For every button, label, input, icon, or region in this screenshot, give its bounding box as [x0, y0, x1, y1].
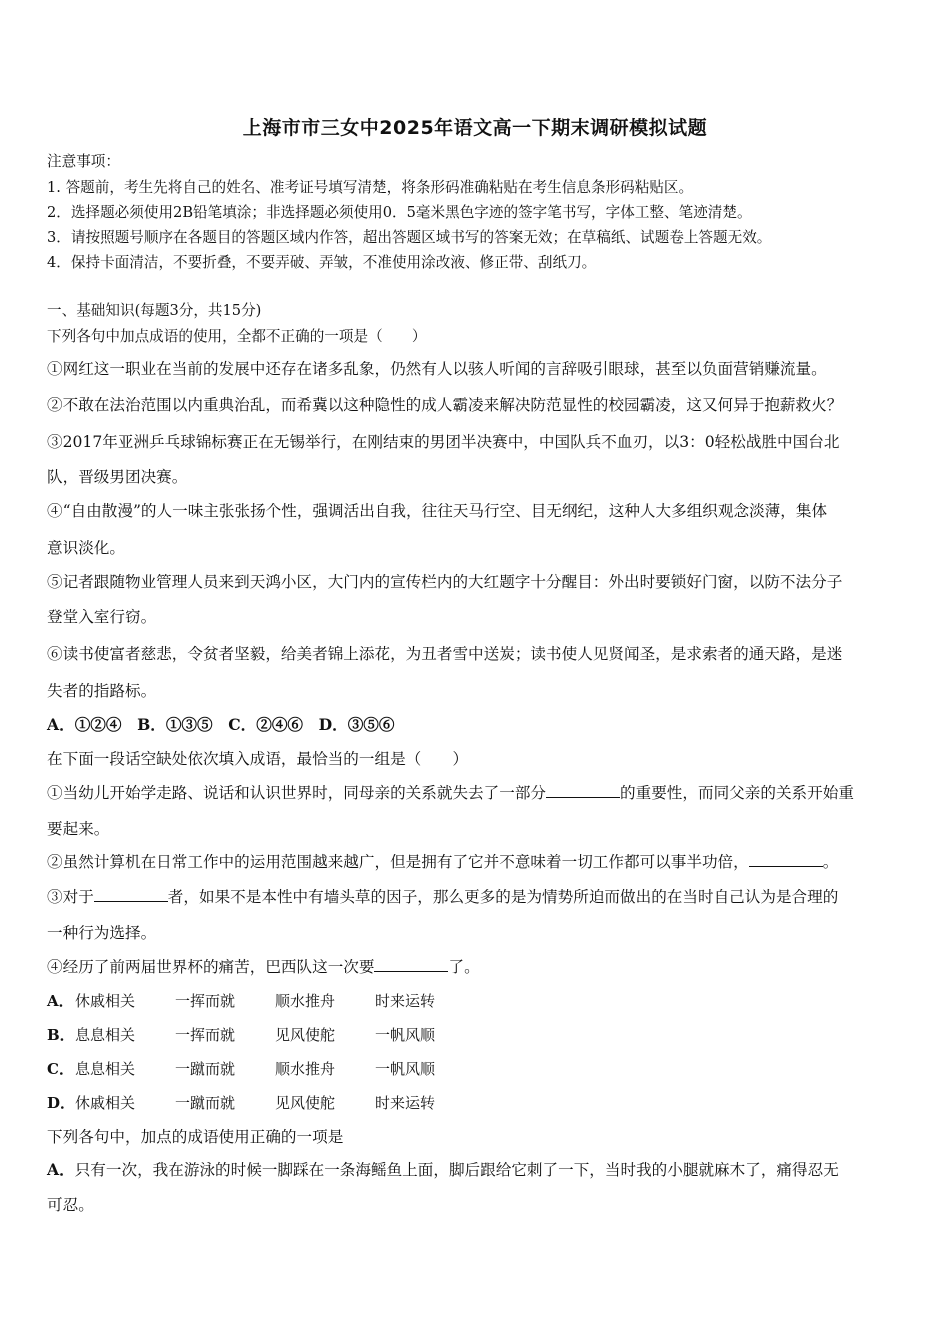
choice-item: 休戚相关	[75, 1094, 136, 1112]
q2-line-1	[47, 783, 917, 803]
q2-line-1-cont: 要起来。	[47, 820, 110, 838]
q2-blank-1	[546, 783, 620, 798]
q2-choice-b	[47, 1024, 475, 1045]
q2-choice-a	[47, 990, 475, 1011]
q2-blank-3	[94, 887, 168, 902]
choice-item: 一蹴而就	[175, 1094, 236, 1112]
q2-line-2-start: ②虽然计算机在日常工作中的运用范围越来越广，但是拥有了它并不意味着一切工作都可以事半功倍，	[47, 853, 749, 871]
choice-item: 休戚相关	[75, 992, 136, 1010]
choice-label: D．	[47, 1094, 76, 1112]
q2-line-3-end: 者，如果不是本性中有墙头草的因子，那么更多的是为情势所迫而做出的在当时自己认为是合理的	[167, 888, 839, 906]
choice-item: 顺水推舟	[275, 992, 336, 1010]
q2-line-4	[47, 957, 917, 977]
q1-line-5: ④“自由散漫”的人一味主张张扬个性，强调活出自我，往往天马行空、目无纲纪，这种人大多组织观念淡薄，集体	[47, 502, 828, 520]
page-title: 上海市市三女中2025年语文高一下期末调研模拟试题	[242, 117, 708, 139]
q2-line-4-end: 了。	[448, 958, 480, 976]
notice-item-3: 3．请按照题号顺序在各题目的答题区域内作答，超出答题区域书写的答案无效；在草稿纸、试题卷上答题无效。	[47, 229, 772, 246]
choice-item: 时来运转	[375, 992, 436, 1010]
choice-item: 见风使舵	[275, 1094, 336, 1112]
q1-line-2: ②不敢在法治范围以内重典治乱，而希冀以这种隐性的成人霸凌来解决防范显性的校园霸凌，这又何异于抱薪救火？	[47, 396, 843, 414]
choice-label: B．	[47, 1026, 75, 1044]
choice-item: 一帆风顺	[375, 1060, 436, 1078]
q2-line-4-start: ④经历了前两届世界杯的痛苦，巴西队这一次要	[47, 958, 375, 976]
choice-item: 一蹴而就	[175, 1060, 236, 1078]
q2-line-3	[47, 887, 917, 907]
q2-line-1-end: 的重要性，而同父亲的关系开始重	[620, 784, 854, 802]
q1-options: A．①②④ B．①③⑤ C．②④⑥ D．③⑤⑥	[47, 715, 395, 734]
q2-line-3-cont: 一种行为选择。	[47, 924, 157, 942]
choice-item: 顺水推舟	[275, 1060, 336, 1078]
notice-item-4: 4．保持卡面清洁，不要折叠，不要弄破、弄皱，不准使用涂改液、修正带、刮纸刀。	[47, 254, 597, 271]
q3-option-a-cont: 可忍。	[47, 1196, 94, 1214]
choice-item: 一挥而就	[175, 992, 236, 1010]
q1-line-6: 意识淡化。	[47, 539, 125, 557]
notice-heading: 注意事项：	[47, 153, 120, 170]
q2-line-2	[47, 852, 917, 872]
q1-line-1: ①网红这一职业在当前的发展中还存在诸多乱象，仍然有人以骇人听闻的言辞吸引眼球，甚至以负面营销赚流量。	[47, 360, 827, 378]
q2-line-1-start: ①当幼儿开始学走路、说话和认识世界时，同母亲的关系就失去了一部分	[47, 784, 547, 802]
q2-choice-d	[47, 1092, 475, 1113]
choice-item: 息息相关	[75, 1026, 136, 1044]
q1-line-3: ③2017年亚洲乒乓球锦标赛正在无锡举行，在刚结束的男团半决赛中，中国队兵不血刃，以3：0轻松战胜中国台北	[47, 433, 840, 451]
q1-line-9: ⑥读书使富者慈悲，令贫者坚毅，给美者锦上添花，为丑者雪中送炭；读书使人见贤闻圣，是求索者的通天路，是迷	[47, 645, 843, 663]
q1-stem: 下列各句中加点成语的使用，全都不正确的一项是（ ）	[47, 328, 427, 345]
choice-item: 一帆风顺	[375, 1026, 436, 1044]
q3-option-a-label: A．	[47, 1160, 75, 1179]
choice-item: 息息相关	[75, 1060, 136, 1078]
q2-blank-4	[374, 957, 448, 972]
q1-line-7: ⑤记者跟随物业管理人员来到天鸿小区，大门内的宣传栏内的大红题字十分醒目：外出时要锁好门窗，以防不法分子	[47, 573, 843, 591]
choice-label: A．	[47, 992, 74, 1010]
q2-blank-2	[749, 852, 823, 867]
q2-line-3-start: ③对于	[47, 888, 94, 906]
choice-label: C．	[47, 1060, 74, 1078]
q2-line-2-end: 。	[822, 853, 839, 871]
q1-line-8: 登堂入室行窃。	[47, 608, 157, 626]
q3-option-a-text: 只有一次，我在游泳的时候一脚踩在一条海鳐鱼上面，脚后跟给它刺了一下，当时我的小腿就麻木了，痛得忍无	[74, 1161, 839, 1179]
section-heading: 一、基础知识(每题3分，共15分)	[47, 302, 262, 319]
choice-item: 见风使舵	[275, 1026, 336, 1044]
q1-line-10: 失者的指路标。	[47, 682, 157, 700]
notice-item-1: 1. 答题前，考生先将自己的姓名、准考证号填写清楚，将条形码准确粘贴在考生信息条形码粘贴区。	[47, 179, 694, 196]
q2-choice-c	[47, 1058, 475, 1079]
q2-stem: 在下面一段话空缺处依次填入成语，最恰当的一组是（ ）	[47, 750, 469, 768]
q1-line-4: 队，晋级男团决赛。	[47, 468, 188, 486]
q3-option-a	[47, 1160, 917, 1180]
notice-item-2: 2．选择题必须使用2B铅笔填涂；非选择题必须使用0．5毫米黑色字迹的签字笔书写，字体工整、笔迹清楚。	[47, 204, 752, 221]
choice-item: 一挥而就	[175, 1026, 236, 1044]
choice-item: 时来运转	[375, 1094, 436, 1112]
q3-stem: 下列各句中，加点的成语使用正确的一项是	[47, 1128, 344, 1146]
